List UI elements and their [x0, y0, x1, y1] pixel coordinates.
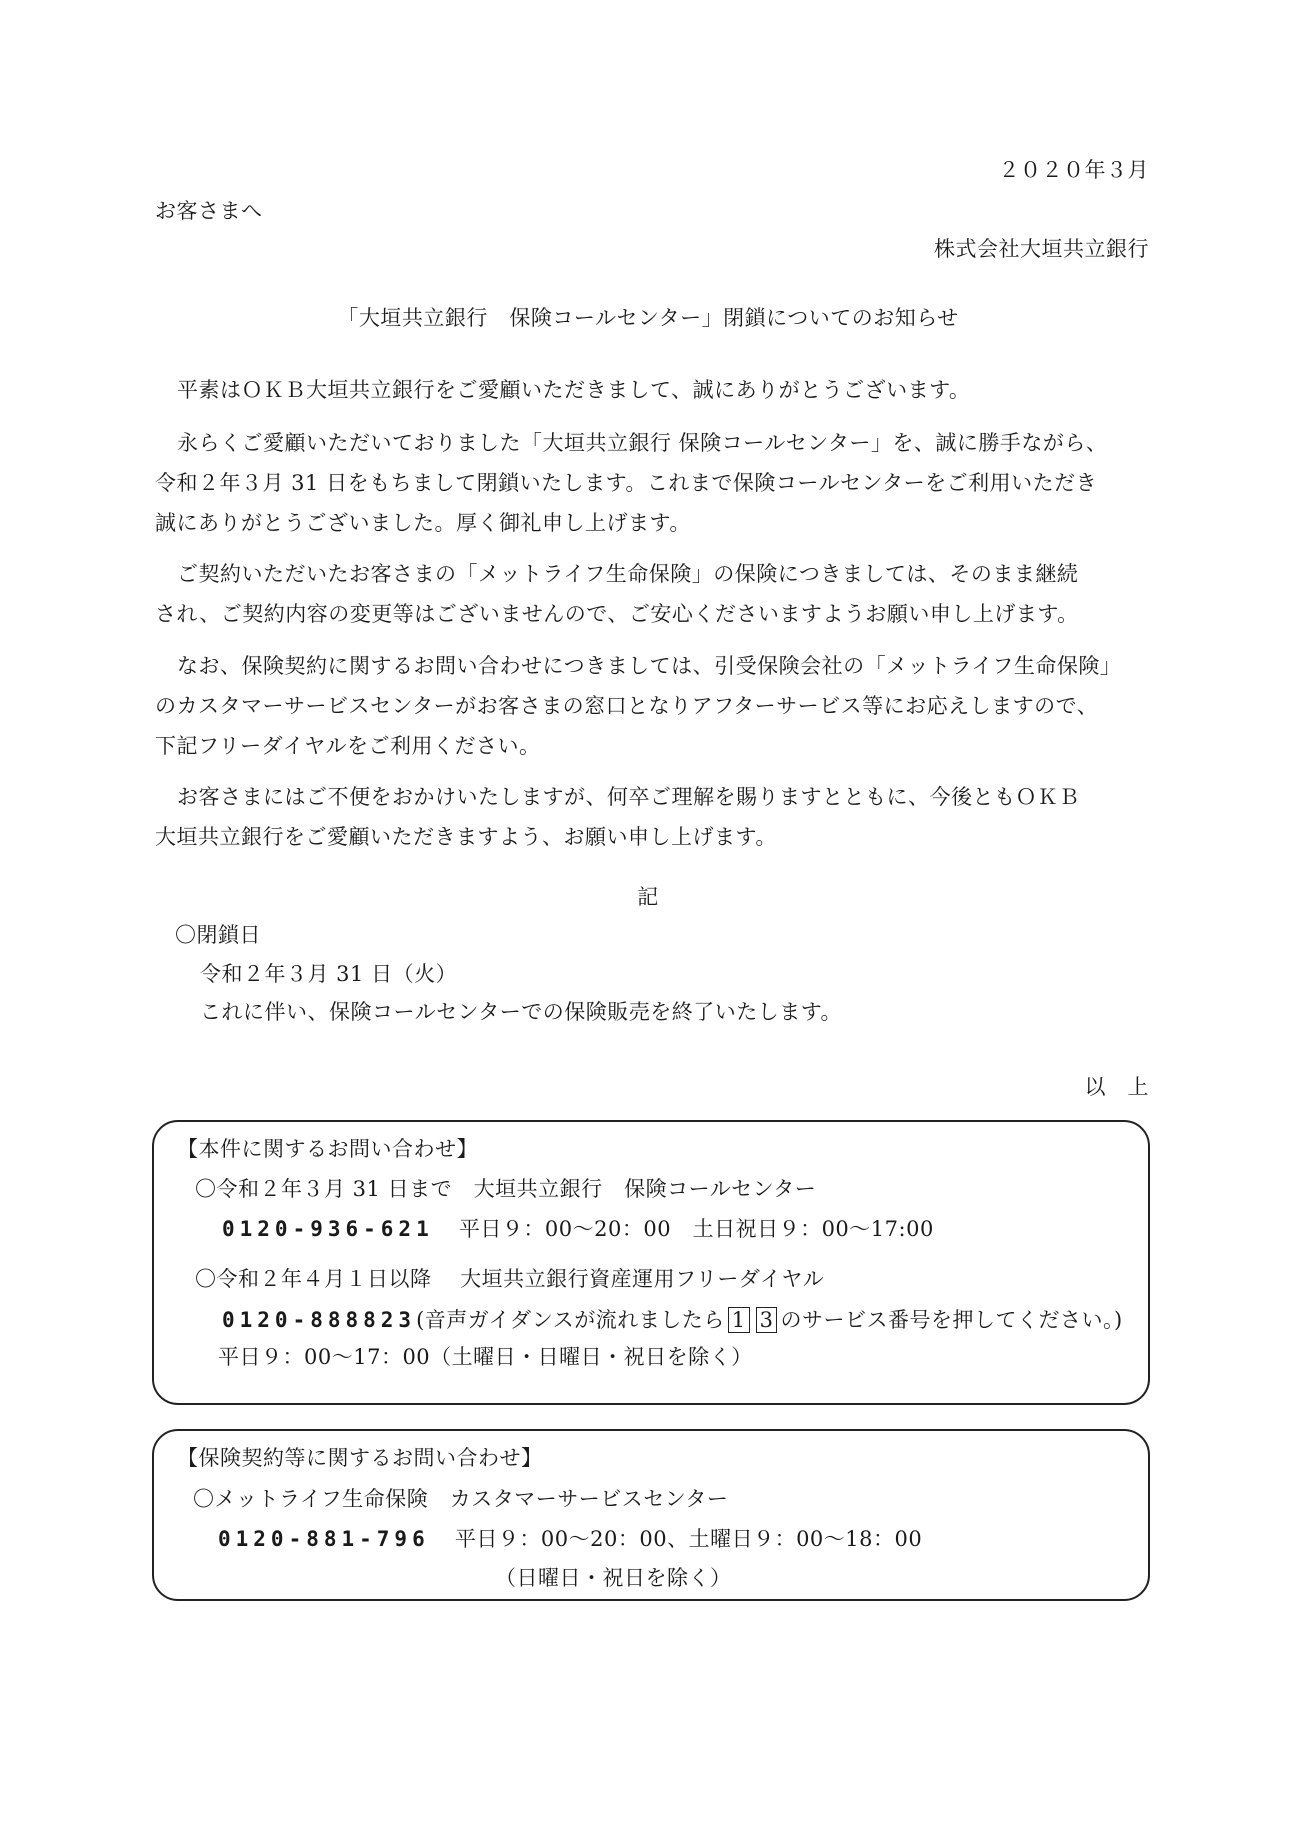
contact-entry-2-line — [222, 1307, 1123, 1333]
document-date: ２０２０年３月 — [998, 158, 1149, 182]
contact-entry-1-label: 〇令和２年３月 31 日まで 大垣共立銀行 保険コールセンター — [195, 1177, 817, 1201]
paragraph-1-line: 平素はＯＫＢ大垣共立銀行をご愛顧いただきまして、誠にありがとうございます。 — [177, 378, 971, 402]
contact-box-2-label: 〇メットライフ生命保険 カスタマーサービスセンター — [193, 1487, 729, 1511]
paragraph-5-line: お客さまにはご不便をおかけいたしますが、何卒ご理解を賜りますとともに、今後ともＯＫＢ — [177, 785, 1080, 809]
closed-days-note: （日曜日・祝日を除く） — [495, 1566, 732, 1590]
contact-box-1-title: 【本件に関するお問い合わせ】 — [177, 1137, 478, 1161]
paragraph-2-line: 令和２年３月 31 日をもちまして閉鎖いたします。これまで保険コールセンターをご利用いただき — [155, 471, 1098, 495]
business-hours: 平日９：00～20：00 土日祝日９：00～17:00 — [458, 1217, 934, 1241]
paragraph-2-line: 誠にありがとうございました。厚く御礼申し上げます。 — [155, 511, 691, 535]
contact-box-2-title: 【保険契約等に関するお問い合わせ】 — [177, 1446, 543, 1470]
guidance-suffix: のサービス番号を押してください。) — [780, 1308, 1123, 1332]
contact-entry-2-label: 〇令和２年４月１日以降 大垣共立銀行資産運用フリーダイヤル — [195, 1267, 825, 1291]
contact-entry-1-line — [222, 1217, 934, 1241]
business-hours: 平日９：00～20：00、土曜日９：00～18：00 — [454, 1527, 923, 1551]
paragraph-3-line: ご契約いただいたお客さまの「メットライフ生命保険」の保険につきましては、そのまま継続 — [177, 562, 1079, 586]
service-key-1: 1 — [728, 1307, 750, 1333]
closing-date: 令和２年３月 31 日（火） — [200, 962, 458, 986]
paragraph-5-line: 大垣共立銀行をご愛顧いただきますよう、お願い申し上げます。 — [155, 825, 777, 849]
end-mark: 以 上 — [1084, 1075, 1149, 1099]
recipient: お客さまへ — [155, 199, 263, 223]
record-heading: 記 — [637, 885, 659, 909]
page-title: 「大垣共立銀行 保険コールセンター」閉鎖についてのお知らせ — [337, 306, 959, 330]
sender: 株式会社大垣共立銀行 — [934, 237, 1149, 261]
paragraph-4-line: なお、保険契約に関するお問い合わせにつきましては、引受保険会社の「メットライフ生命保険」 — [177, 654, 1122, 678]
paragraph-4-line: 下記フリーダイヤルをご利用ください。 — [155, 734, 541, 758]
guidance-prefix: (音声ガイダンスが流れましたら — [416, 1308, 725, 1332]
phone-number[interactable]: 0120-936-621 — [222, 1217, 434, 1241]
closing-date-label: 〇閉鎖日 — [175, 923, 261, 947]
paragraph-3-line: され、ご契約内容の変更等はございませんので、ご安心くださいますようお願い申し上げます。 — [155, 602, 1079, 626]
paragraph-2-line: 永らくご愛顧いただいておりました「大垣共立銀行 保険コールセンター」を、誠に勝手ながら、 — [177, 431, 1108, 455]
phone-number[interactable]: 0120-888823 — [222, 1308, 417, 1332]
contact-box-2-line — [218, 1527, 922, 1551]
business-hours: 平日９：00～17：00（土曜日・日曜日・祝日を除く） — [218, 1345, 753, 1369]
service-key-3: 3 — [756, 1307, 778, 1333]
phone-number[interactable]: 0120-881-796 — [218, 1527, 430, 1551]
paragraph-4-line: のカスタマーサービスセンターがお客さまの窓口となりアフターサービス等にお応えしますので、 — [155, 694, 1099, 718]
closing-note: これに伴い、保険コールセンターでの保険販売を終了いたします。 — [200, 1000, 843, 1024]
